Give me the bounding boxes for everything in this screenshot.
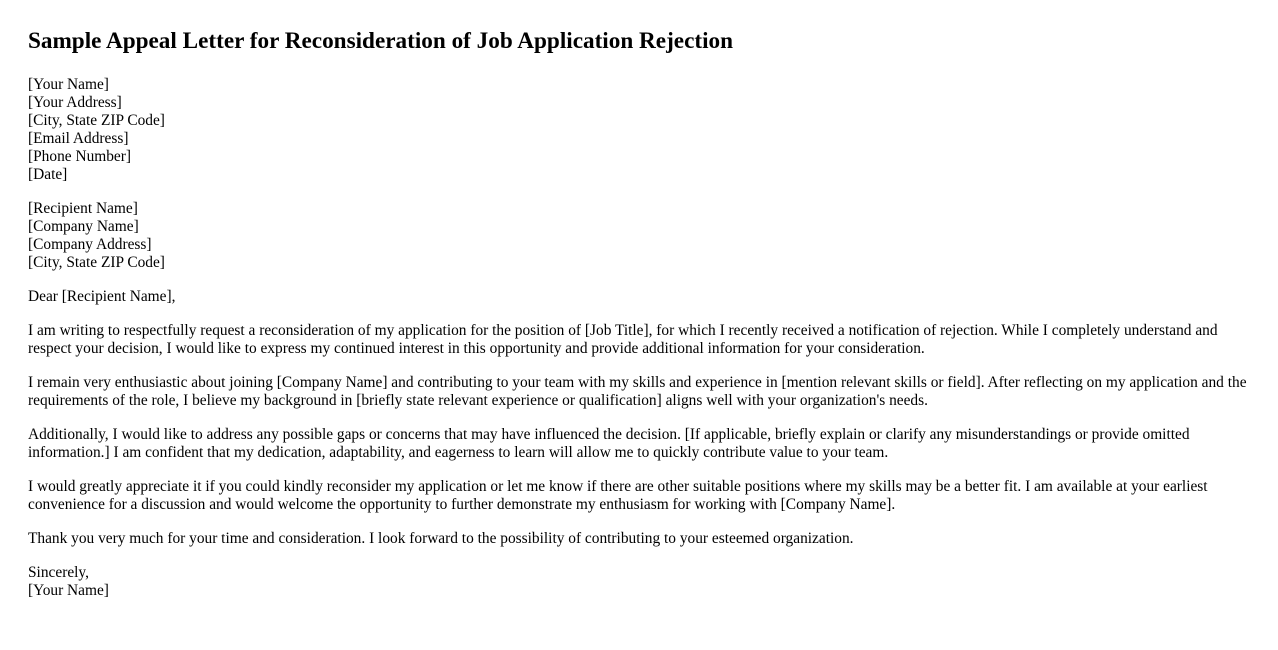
sender-name: [Your Name] [28,76,109,93]
body-paragraph: Thank you very much for your time and consideration. I look forward to the possibility of contributing to your esteemed organization. [28,530,854,547]
recipient-city-state-zip: [City, State ZIP Code] [28,254,165,271]
recipient-company-name: [Company Name] [28,218,139,235]
recipient-address-block [28,200,1250,272]
sender-phone: [Phone Number] [28,148,132,165]
sender-address: [Your Address] [28,94,122,111]
body-paragraph: I am writing to respectfully request a reconsideration of my application for the position of [Job Title], for which I recently received a notification of rejection. While I completely understand and respect your decision, I would like to express my continued interest in this opportunity and provide additional information for your consideration. [28,322,1218,357]
closing-block [28,564,1250,600]
recipient-company-address: [Company Address] [28,236,152,253]
body-paragraph: I would greatly appreciate it if you could kindly reconsider my application or let me know if there are other suitable positions where my skills may be a better fit. I am available at your earliest convenience for a discussion and would welcome the opportunity to further demonstrate my enthusiasm for working with [Company Name]. [28,478,1208,513]
body-paragraph: Additionally, I would like to address any possible gaps or concerns that may have influenced the decision. [If applicable, briefly explain or clarify any misunderstandings or provide omitted information.] I am confident that my dedication, adaptability, and eagerness to learn will allow me to quickly contribute value to your team. [28,426,1190,461]
body-paragraph: I remain very enthusiastic about joining [Company Name] and contributing to your team with my skills and experience in [mention relevant skills or field]. After reflecting on my application and the requirements of the role, I believe my background in [briefly state relevant experience or qualification] aligns well with your organization's needs. [28,374,1247,409]
sender-email: [Email Address] [28,130,129,147]
sender-address-block [28,76,1250,184]
recipient-name: [Recipient Name] [28,200,138,217]
signature-name: [Your Name] [28,582,109,599]
letter-date: [Date] [28,166,68,183]
salutation: Dear [Recipient Name], [28,288,176,305]
closing-phrase: Sincerely, [28,564,89,581]
sender-city-state-zip: [City, State ZIP Code] [28,112,165,129]
page-title: Sample Appeal Letter for Reconsideration of Job Application Rejection [28,28,734,54]
